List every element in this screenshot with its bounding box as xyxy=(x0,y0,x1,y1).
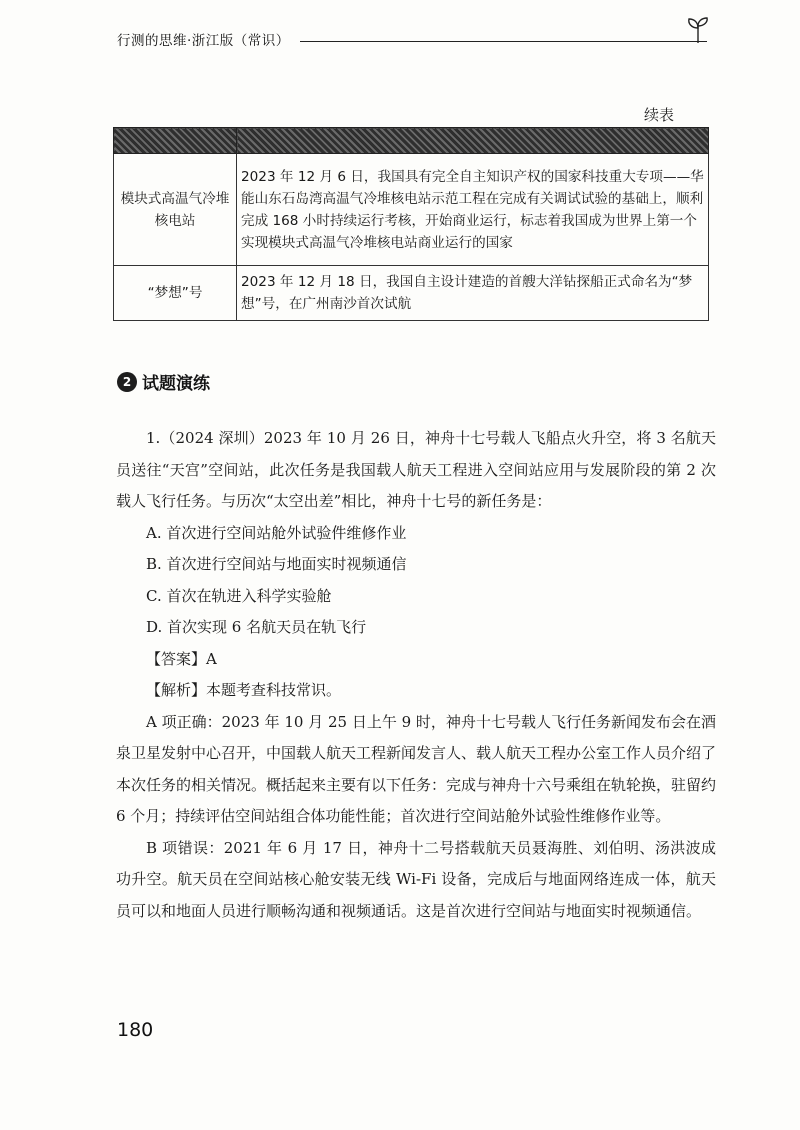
table-row xyxy=(114,154,709,266)
option-a: A. 首次进行空间站舱外试验件维修作业 xyxy=(146,523,407,542)
section-number-icon: 2 xyxy=(117,372,137,392)
achievement-name: “梦想”号 xyxy=(114,266,237,321)
book-title: 行测的思维·浙江版（常识） xyxy=(117,33,290,49)
question-stem: 1.（2024 深圳）2023 年 10 月 26 日，神舟十七号载人飞船点火升空，将 3 名航天员送往“天宫”空间站，此次任务是我国载人航天工程进入空间站应用与发展阶段的第 2 次载人飞行任务。与历次“太空出差”相比，神舟十七号的新任务是： xyxy=(116,429,716,510)
achievement-description: 2023 年 12 月 18 日，我国自主设计建造的首艘大洋钻探船正式命名为“梦想”号，在广州南沙首次试航 xyxy=(237,266,709,321)
table-header-cell xyxy=(237,128,709,154)
question-block xyxy=(116,423,716,927)
table-header-cell xyxy=(114,128,237,154)
table-header-row xyxy=(114,128,709,154)
achievement-name: 模块式高温气冷堆核电站 xyxy=(114,154,237,266)
analysis-a: A 项正确：2023 年 10 月 25 日上午 9 时，神舟十七号载人飞行任务新闻发布会在酒泉卫星发射中心召开，中国载人航天工程新闻发言人、载人航天工程办公室工作人员介绍了本次任务的相关情况。概括起来主要有以下任务：完成与神舟十六号乘组在轨轮换，驻留约 6 个月；持续评估空间站组合体功能性能；首次进行空间站舱外试验性维修作业等。 xyxy=(116,712,717,825)
continued-table-label: 续表 xyxy=(644,106,675,124)
table-row xyxy=(114,266,709,321)
option-c: C. 首次在轨进入科学实验舱 xyxy=(146,586,332,605)
page-number: 180 xyxy=(117,1019,154,1041)
sprout-icon xyxy=(685,16,711,44)
section-title: 试题演练 xyxy=(142,374,210,394)
option-b: B. 首次进行空间站与地面实时视频通信 xyxy=(146,555,407,573)
analysis-intro: 【解析】本题考查科技常识。 xyxy=(146,681,342,699)
tech-achievements-table xyxy=(113,127,709,321)
achievement-description: 2023 年 12 月 6 日，我国具有完全自主知识产权的国家科技重大专项——华能山东石岛湾高温气冷堆核电站示范工程在完成有关调试试验的基础上，顺利完成 168 小时持续运行考核，开始商业运行，标志着我国成为世界上第一个实现模块式高温气冷堆核电站商业运行的国家 xyxy=(237,154,709,266)
section-heading xyxy=(117,369,210,394)
analysis-b: B 项错误：2021 年 6 月 17 日，神舟十二号搭载航天员聂海胜、刘伯明、汤洪波成功升空。航天员在空间站核心舱安装无线 Wi-Fi 设备，完成后与地面网络连成一体，航天员可以和地面人员进行顺畅沟通和视频通话。这是首次进行空间站与地面实时视频通信。 xyxy=(116,838,716,920)
option-d: D. 首次实现 6 名航天员在轨飞行 xyxy=(146,618,367,636)
running-header xyxy=(117,28,707,50)
header-rule xyxy=(300,41,707,42)
answer-line: 【答案】A xyxy=(146,649,217,668)
